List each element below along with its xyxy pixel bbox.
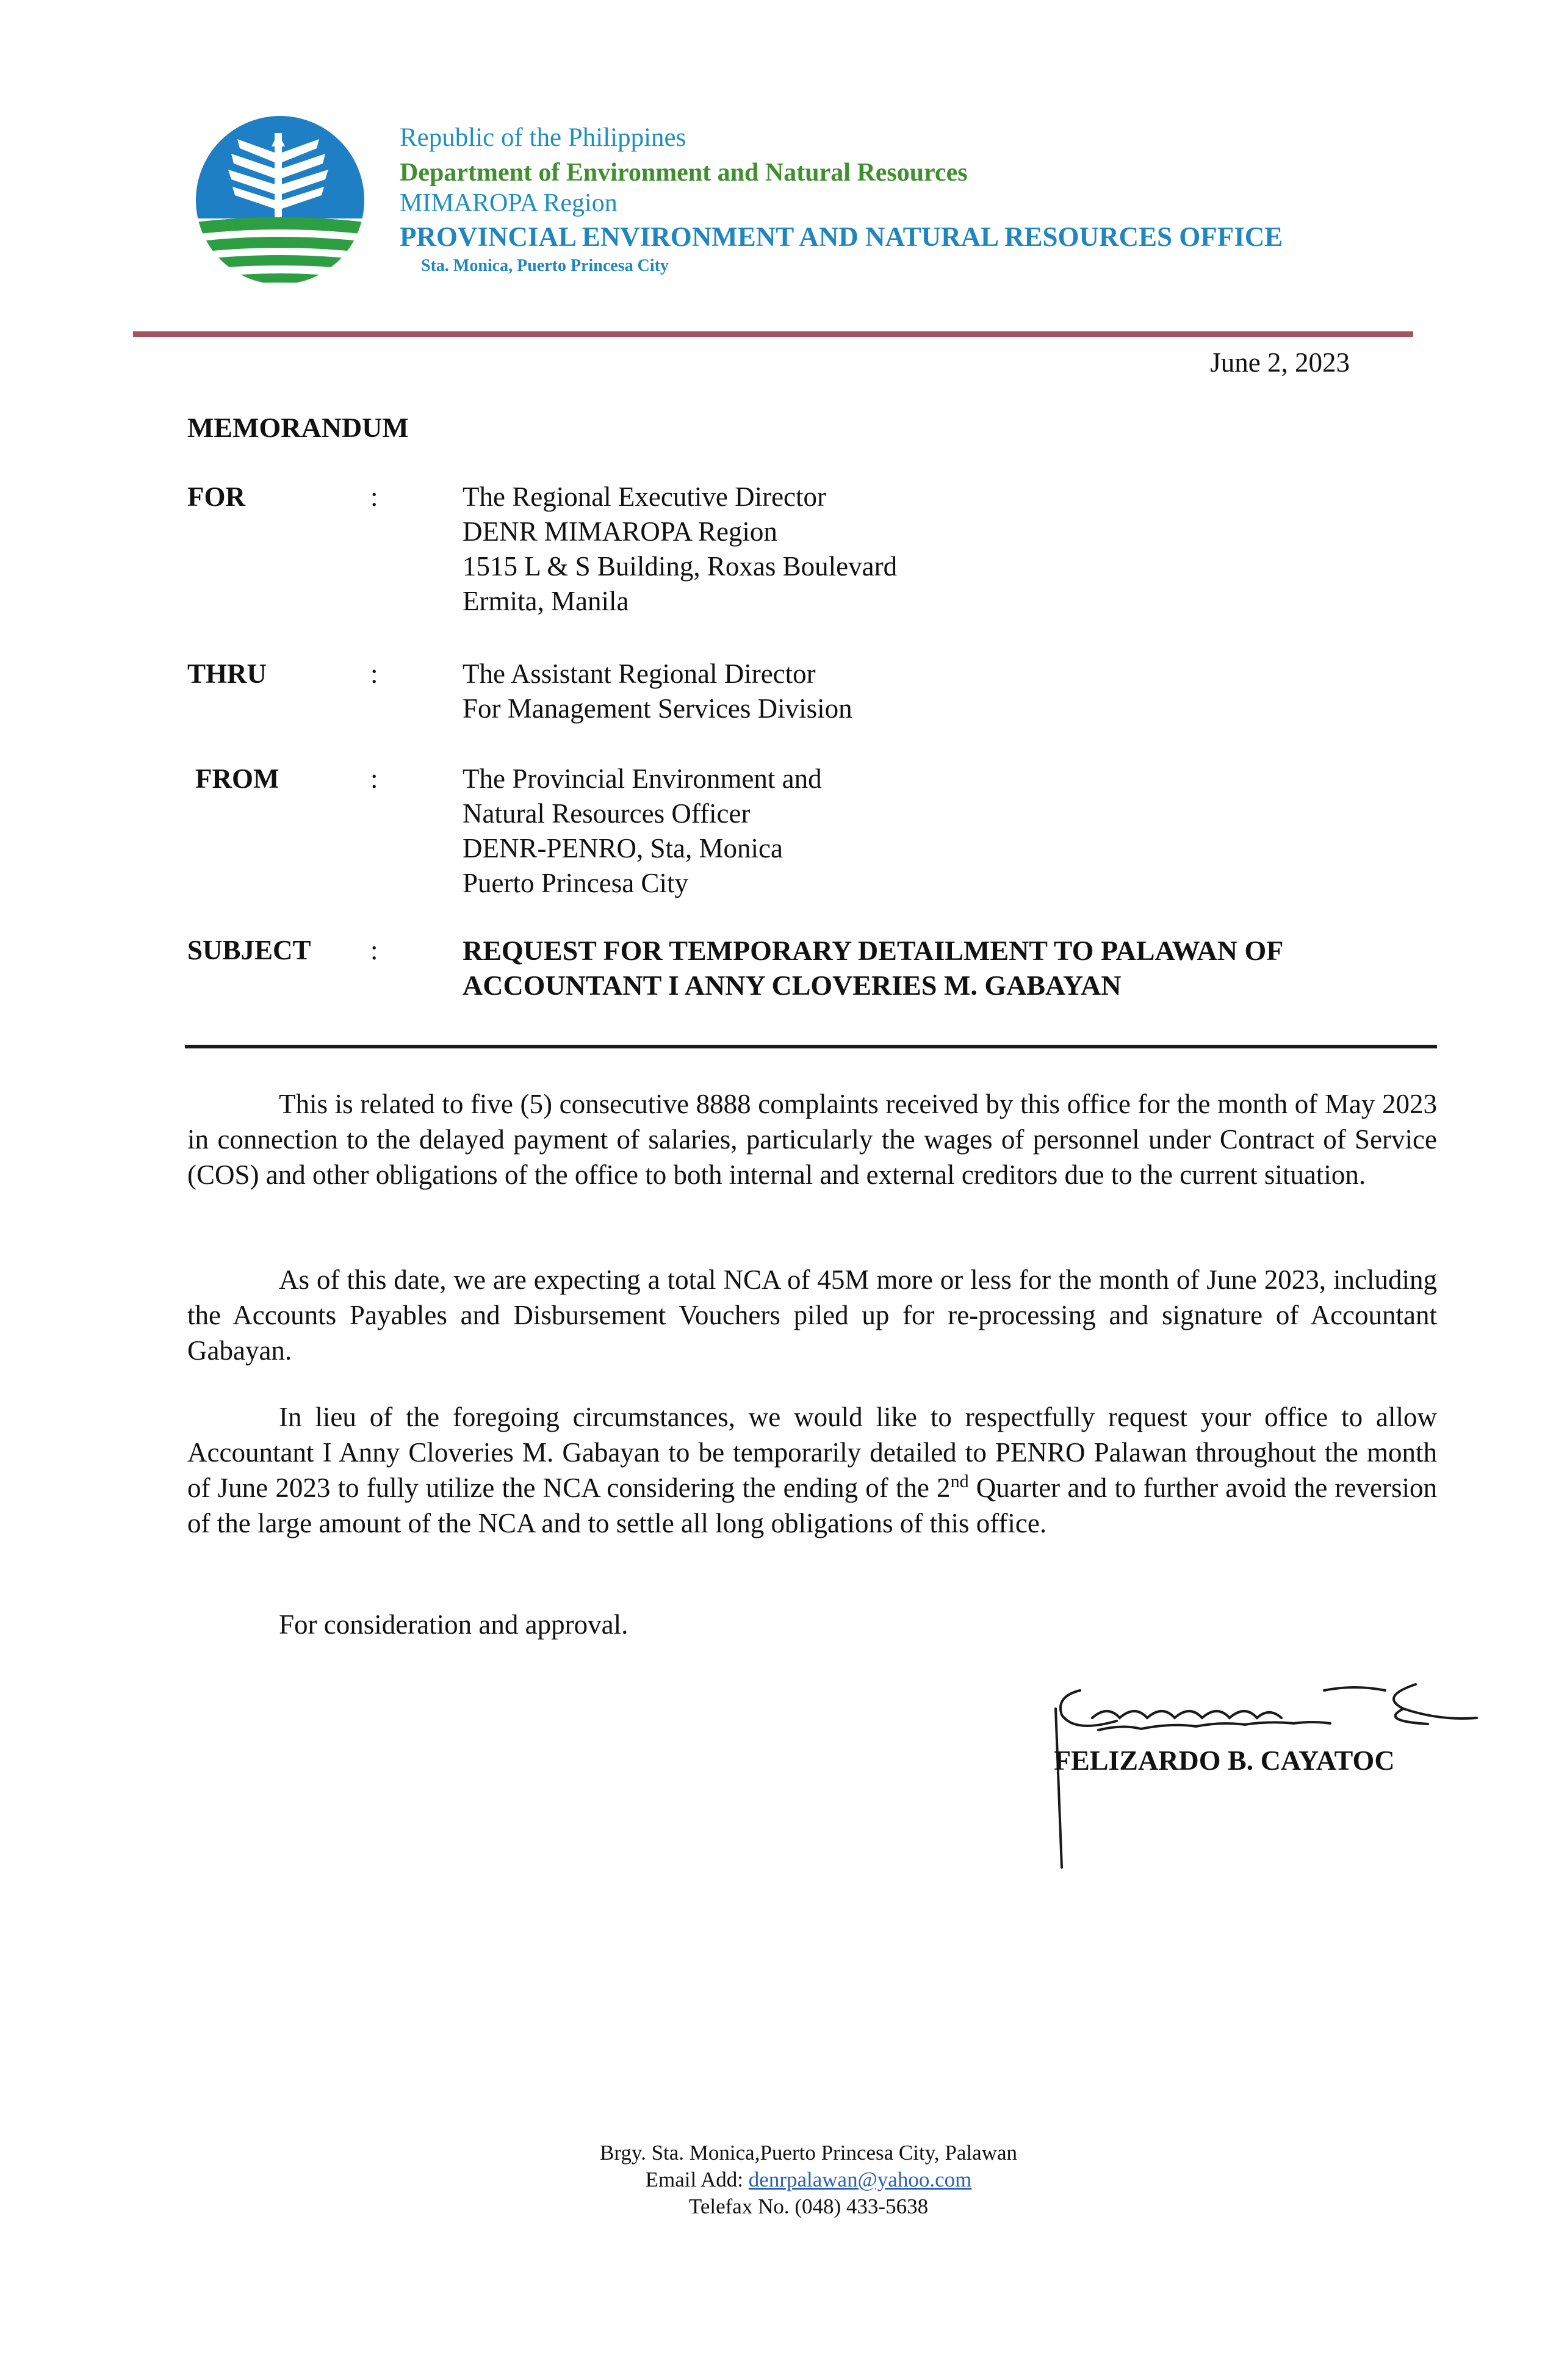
footer-email-label: Email Add:	[645, 2168, 749, 2191]
subject-text	[463, 933, 1283, 1003]
letterhead-department: Department of Environment and Natural Resources	[400, 159, 968, 187]
ordinal-suffix: nd	[950, 1471, 969, 1491]
body-paragraph-3-part-a: In lieu of the foregoing circumstances, we would like to respectfully request your office to allow Accountant I Anny Cloveries M. Gabayan to be temporarily detailed to PENRO Palawan throughout the month of June 2023 to fully utilize the NCA considering the ending of the 2	[187, 1402, 1437, 1503]
thru-colon: :	[370, 658, 378, 689]
footer-email-line	[0, 2166, 1556, 2193]
thru-line-2: For Management Services Division	[463, 693, 852, 724]
denr-logo	[194, 115, 366, 292]
from-line-3: DENR-PENRO, Sta, Monica	[463, 833, 783, 864]
for-label: FOR	[187, 481, 245, 512]
from-line-2: Natural Resources Officer	[463, 798, 751, 829]
for-recipient	[463, 480, 897, 619]
signatory-name: FELIZARDO B. CAYATOC	[1054, 1745, 1395, 1776]
from-line-4: Puerto Princesa City	[463, 868, 688, 898]
for-line-3: 1515 L & S Building, Roxas Boulevard	[463, 551, 898, 582]
body-paragraph-1	[187, 1086, 1437, 1192]
subject-colon: :	[370, 935, 378, 965]
subject-line-1: REQUEST FOR TEMPORARY DETAILMENT TO PALAWAN OF	[463, 935, 1284, 966]
for-line-2: DENR MIMAROPA Region	[463, 516, 777, 547]
body-paragraph-2	[187, 1262, 1437, 1368]
letterhead-office: PROVINCIAL ENVIRONMENT AND NATURAL RESOURCES OFFICE	[400, 222, 1283, 252]
body-paragraph-3-text	[187, 1399, 1437, 1541]
from-sender	[463, 762, 822, 901]
for-line-1: The Regional Executive Director	[463, 481, 827, 512]
thru-line-1: The Assistant Regional Director	[463, 658, 816, 689]
memo-title: MEMORANDUM	[187, 412, 409, 443]
body-paragraph-3	[187, 1399, 1437, 1541]
for-colon: :	[370, 481, 378, 512]
footer-address: Brgy. Sta. Monica,Puerto Princesa City, Palawan	[599, 2141, 1018, 2165]
thru-recipient	[463, 657, 852, 726]
footer-telefax: Telefax No. (048) 433-5638	[688, 2194, 929, 2218]
letterhead-republic: Republic of the Philippines	[400, 123, 686, 152]
body-paragraph-1-text: This is related to five (5) consecutive 8888 complaints received by this office for the month of May 2023 in connection to the delayed payment of salaries, particularly the wages of personnel under Contract of Service (COS) and other obligations of the office to both internal and external creditors due to the current situation.	[187, 1089, 1437, 1190]
thru-label: THRU	[187, 658, 267, 689]
memo-date: June 2, 2023	[1210, 347, 1350, 378]
footer-email-link[interactable]: denrpalawan@yahoo.com	[748, 2168, 972, 2191]
body-paragraph-2-text: As of this date, we are expecting a total NCA of 45M more or less for the month of June 2023, including the Accounts Payables and Disbursement Vouchers piled up for re-processing and signature of Accountant Gabayan.	[187, 1264, 1437, 1366]
letterhead-region: MIMAROPA Region	[400, 189, 618, 217]
from-colon: :	[370, 763, 378, 794]
subject-label: SUBJECT	[187, 935, 311, 965]
from-label: FROM	[195, 763, 279, 794]
from-line-1: The Provincial Environment and	[463, 763, 822, 794]
for-line-4: Ermita, Manila	[463, 586, 629, 616]
closing-text: For consideration and approval.	[279, 1609, 629, 1640]
body-paragraph-4	[187, 1607, 1437, 1642]
body-paragraph-3-part-b: Quarter and to further avoid the reversion of the large amount of the NCA and to settle all long obligations of this office.	[187, 1473, 1437, 1538]
letterhead-address: Sta. Monica, Puerto Princesa City	[421, 256, 669, 275]
header-divider	[133, 331, 1413, 337]
subject-divider	[185, 1045, 1437, 1048]
subject-line-2: ACCOUNTANT I ANNY CLOVERIES M. GABAYAN	[463, 970, 1122, 1001]
